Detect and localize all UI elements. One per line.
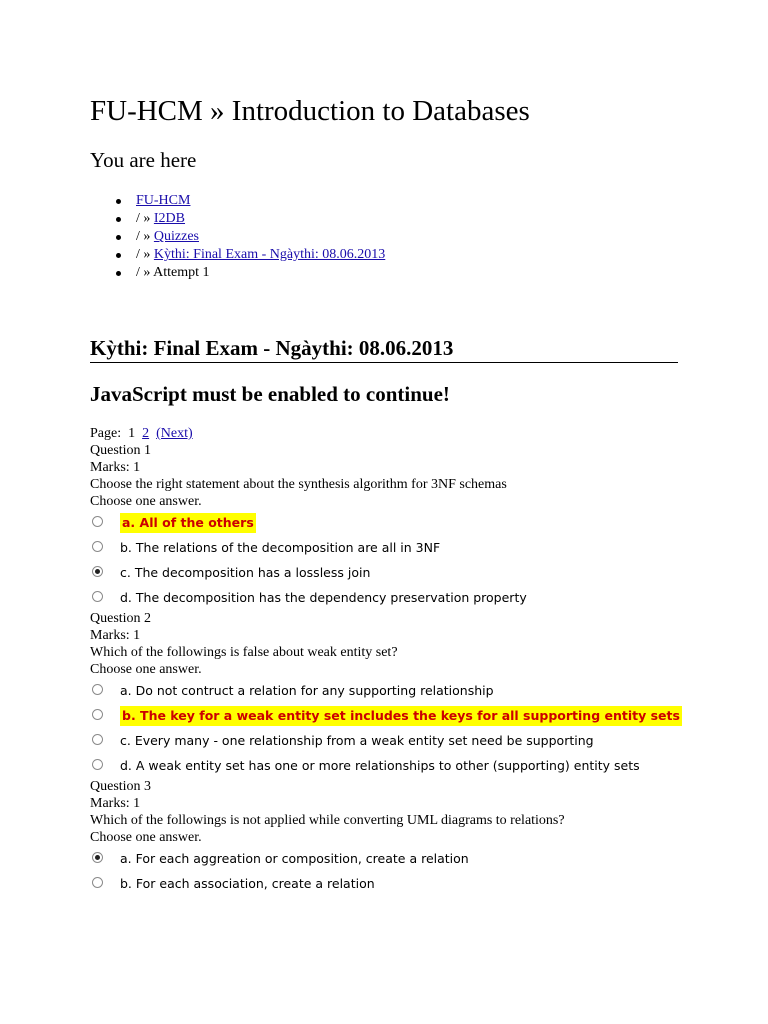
breadcrumb-prefix: / » bbox=[136, 229, 154, 244]
radio-button[interactable] bbox=[92, 759, 103, 770]
answer-option[interactable] bbox=[90, 753, 690, 778]
breadcrumb-link-i2db[interactable]: I2DB bbox=[153, 211, 186, 226]
radio-button[interactable] bbox=[92, 709, 103, 720]
javascript-warning: JavaScript must be enabled to continue! bbox=[90, 382, 450, 406]
breadcrumb-prefix: / » bbox=[136, 247, 154, 262]
radio-button-selected[interactable] bbox=[92, 852, 103, 863]
answer-option[interactable] bbox=[90, 510, 690, 535]
question-marks: Marks: 1 bbox=[90, 628, 141, 643]
you-are-here-heading: You are here bbox=[90, 148, 197, 172]
question-title: Question 2 bbox=[90, 611, 152, 626]
answer-label: b. The relations of the decomposition are all in 3NF bbox=[120, 540, 441, 555]
breadcrumb-item-exam bbox=[136, 246, 385, 264]
answer-label: a. All of the others bbox=[120, 513, 256, 533]
pager-page-2-link[interactable]: 2 bbox=[142, 426, 150, 441]
answer-label: a. For each aggreation or composition, create a relation bbox=[120, 851, 469, 866]
answer-option[interactable] bbox=[90, 560, 690, 585]
question-2 bbox=[90, 610, 690, 778]
question-title: Question 3 bbox=[90, 779, 152, 794]
pager bbox=[90, 425, 690, 442]
question-instruction: Choose one answer. bbox=[90, 830, 202, 845]
breadcrumb-item-i2db bbox=[136, 210, 385, 228]
radio-button[interactable] bbox=[92, 734, 103, 745]
page-title: FU-HCM » Introduction to Databases bbox=[90, 95, 530, 127]
answer-option[interactable] bbox=[90, 535, 690, 560]
answer-label: d. A weak entity set has one or more relationships to other (supporting) entity sets bbox=[120, 758, 640, 773]
answer-option[interactable] bbox=[90, 678, 690, 703]
breadcrumb-link-exam[interactable]: Kỳthi: Final Exam - Ngàythi: 08.06.2013 bbox=[153, 247, 386, 262]
exam-title: Kỳthi: Final Exam - Ngàythi: 08.06.2013 bbox=[90, 335, 678, 363]
question-3 bbox=[90, 778, 690, 896]
breadcrumb-current: Attempt 1 bbox=[153, 265, 210, 280]
question-title: Question 1 bbox=[90, 443, 152, 458]
pager-current: 1 bbox=[128, 426, 136, 441]
answer-label: c. Every many - one relationship from a weak entity set need be supporting bbox=[120, 733, 594, 748]
answer-label: b. The key for a weak entity set includes the keys for all supporting entity sets bbox=[120, 706, 682, 726]
answer-label: d. The decomposition has the dependency preservation property bbox=[120, 590, 527, 605]
breadcrumb bbox=[90, 192, 385, 282]
question-marks: Marks: 1 bbox=[90, 796, 141, 811]
answer-label: b. For each association, create a relation bbox=[120, 876, 375, 891]
question-marks: Marks: 1 bbox=[90, 460, 141, 475]
breadcrumb-link-quizzes[interactable]: Quizzes bbox=[153, 229, 199, 244]
answer-label: a. Do not contruct a relation for any supporting relationship bbox=[120, 683, 494, 698]
answer-option[interactable] bbox=[90, 703, 690, 728]
quiz-content bbox=[90, 425, 690, 896]
question-text: Choose the right statement about the synthesis algorithm for 3NF schemas bbox=[90, 477, 507, 492]
answer-label: c. The decomposition has a lossless join bbox=[120, 565, 371, 580]
breadcrumb-prefix: / » bbox=[136, 211, 154, 226]
breadcrumb-link-fu-hcm[interactable]: FU-HCM bbox=[136, 193, 191, 208]
radio-button-selected[interactable] bbox=[92, 566, 103, 577]
answer-option[interactable] bbox=[90, 871, 690, 896]
question-text: Which of the followings is not applied while converting UML diagrams to relations? bbox=[90, 813, 565, 828]
breadcrumb-item-quizzes bbox=[136, 228, 385, 246]
question-instruction: Choose one answer. bbox=[90, 662, 202, 677]
breadcrumb-prefix: / » bbox=[136, 265, 154, 280]
question-text: Which of the followings is false about weak entity set? bbox=[90, 645, 398, 660]
breadcrumb-item-fu-hcm bbox=[136, 192, 385, 210]
radio-button[interactable] bbox=[92, 591, 103, 602]
answer-option[interactable] bbox=[90, 846, 690, 871]
pager-label: Page: bbox=[90, 426, 122, 441]
radio-button[interactable] bbox=[92, 684, 103, 695]
question-1 bbox=[90, 442, 690, 610]
question-instruction: Choose one answer. bbox=[90, 494, 202, 509]
pager-next-link[interactable]: (Next) bbox=[156, 426, 193, 441]
radio-button[interactable] bbox=[92, 877, 103, 888]
radio-button[interactable] bbox=[92, 541, 103, 552]
breadcrumb-item-attempt bbox=[136, 264, 385, 282]
answer-option[interactable] bbox=[90, 728, 690, 753]
radio-button[interactable] bbox=[92, 516, 103, 527]
answer-option[interactable] bbox=[90, 585, 690, 610]
